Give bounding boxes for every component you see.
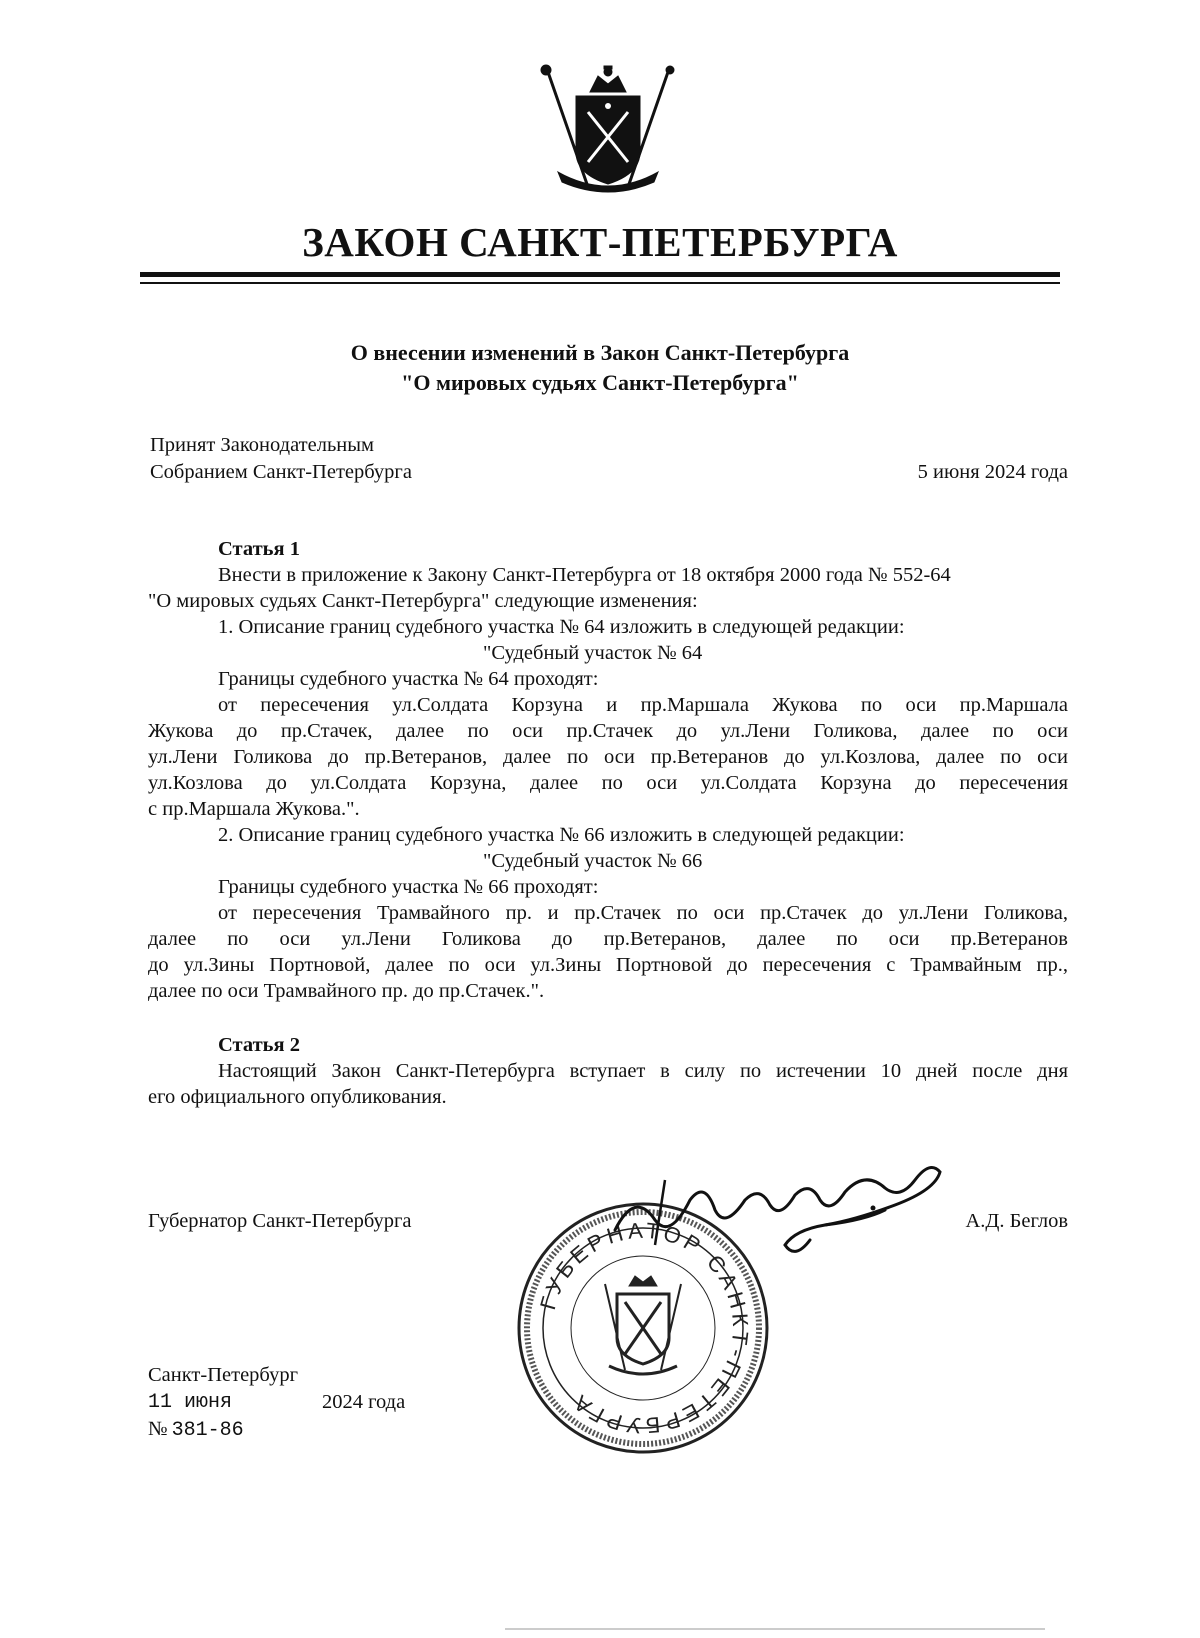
title-underline-thick — [140, 272, 1060, 277]
article-1-item-1-bounds: Границы судебного участка № 64 проходят: — [218, 668, 599, 690]
article-1-item-2-text-3: до ул.Зины Портновой, далее по оси ул.Зины Портновой до пересечения с Трамвайным пр., — [148, 954, 1068, 976]
governor-title: Губернатор Санкт-Петербурга — [148, 1210, 412, 1232]
subtitle-line-1: О внесении изменений в Закон Санкт-Петербурга — [350, 340, 850, 365]
adoption-date: 5 июня 2024 года — [917, 461, 1068, 483]
article-1-item-2-text-2: далее по оси ул.Лени Голикова до пр.Ветеранов, далее по оси пр.Ветеранов — [148, 928, 1068, 950]
seal-emblem — [605, 1276, 681, 1374]
article-1-item-2: 2. Описание границ судебного участка № 66 изложить в следующей редакции: — [218, 824, 905, 846]
footer-day-month: 11 июня — [148, 1391, 233, 1414]
article-1-heading: Статья 1 — [218, 538, 300, 560]
article-1-item-2-quote: "Судебный участок № 66 — [483, 850, 703, 872]
footer-number-prefix: № — [148, 1418, 168, 1440]
document-title: ЗАКОН САНКТ-ПЕТЕРБУРГА — [302, 219, 898, 265]
article-1-item-1-text-1: от пересечения ул.Солдата Корзуна и пр.Маршала Жукова по оси пр.Маршала — [218, 694, 1068, 716]
article-1-item-1-quote: "Судебный участок № 64 — [483, 642, 703, 664]
footer-year: 2024 года — [322, 1391, 406, 1413]
article-1-item-1-text-2: Жукова до пр.Стачек, далее по оси пр.Стачек до ул.Лени Голикова, далее по оси — [148, 720, 1068, 742]
footer-number-line — [148, 1416, 244, 1444]
governor-name: А.Д. Беглов — [965, 1210, 1068, 1232]
article-2-heading: Статья 2 — [218, 1034, 300, 1056]
article-1-item-1-text-4: ул.Козлова до ул.Солдата Корзуна, далее по оси ул.Солдата Корзуна до пересечения — [148, 772, 1068, 794]
article-1-item-2-text-1: от пересечения Трамвайного пр. и пр.Стачек по оси пр.Стачек до ул.Лени Голикова, — [218, 902, 1068, 924]
footer-number: 381-86 — [171, 1419, 244, 1442]
coat-of-arms-emblem — [528, 62, 688, 202]
article-2-line-2: его официального опубликования. — [148, 1086, 447, 1108]
article-1-intro-line-2: "О мировых судьях Санкт-Петербурга" следующие изменения: — [148, 590, 698, 612]
subtitle-line-2: "О мировых судьях Санкт-Петербурга" — [401, 370, 799, 395]
article-1-item-1: 1. Описание границ судебного участка № 64 изложить в следующей редакции: — [218, 616, 905, 638]
seal-text: ГУБЕРНАТОР САНКТ-ПЕТЕРБУРГА — [534, 1217, 754, 1439]
article-1-item-1-text-5: с пр.Маршала Жукова.". — [148, 798, 360, 820]
adoption-line-1: Принят Законодательным — [150, 434, 375, 456]
article-1-item-1-text-3: ул.Лени Голикова до пр.Ветеранов, далее по оси пр.Ветеранов до ул.Козлова, далее по оси — [148, 746, 1068, 768]
document-subtitle — [0, 338, 1200, 398]
adoption-line-2: Собранием Санкт-Петербурга — [150, 461, 412, 483]
article-1-item-2-text-4: далее по оси Трамвайного пр. до пр.Стачек.". — [148, 980, 545, 1002]
article-1-item-2-bounds: Границы судебного участка № 66 проходят: — [218, 876, 599, 898]
article-2-line-1: Настоящий Закон Санкт-Петербурга вступает в силу по истечении 10 дней после дня — [218, 1060, 1068, 1082]
footer-city: Санкт-Петербург — [148, 1364, 298, 1386]
title-underline-thin — [140, 282, 1060, 284]
governor-signature — [595, 1150, 995, 1260]
page-bottom-line — [505, 1628, 1045, 1630]
article-1-intro-line-1: Внести в приложение к Закону Санкт-Петербурга от 18 октября 2000 года № 552-64 — [218, 564, 951, 586]
